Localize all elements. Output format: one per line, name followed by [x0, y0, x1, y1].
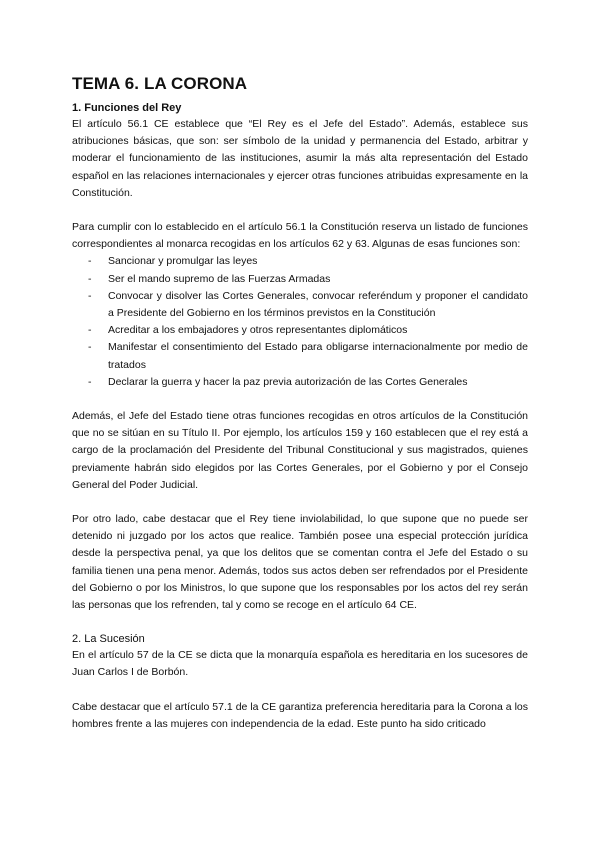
section-2-paragraph-2: Cabe destacar que el artículo 57.1 de la CE garantiza preferencia hereditaria para la Corona a los hombres frente a las mujeres con independencia de la edad. Este punto ha sido criticado: [72, 700, 528, 730]
section-1-paragraph-3: Además, el Jefe del Estado tiene otras funciones recogidas en otros artículos de la Constitución que no se sitúan en su Título II. Por ejemplo, los artículos 159 y 160 establecen que el rey está a cargo de la proclamación del Presidente del Tribunal Constitucional y sus magistrados, quienes previamente habrán sido elegidos por las Cortes Generales, por el Gobierno y por el Consejo General del Poder Judicial.: [72, 410, 528, 491]
dash-bullet: -: [88, 255, 92, 268]
functions-list: [72, 253, 528, 391]
section-2-heading: 2. La Sucesión: [72, 633, 145, 646]
list-item: [72, 339, 528, 373]
list-item-text: Convocar y disolver las Cortes Generales, convocar referéndum y proponer el candidato a Presidente del Gobierno en los términos previstos en la Constitución: [108, 289, 528, 320]
list-item-text: Acreditar a los embajadores y otros representantes diplomáticos: [108, 324, 408, 337]
dash-bullet: -: [88, 341, 92, 354]
list-item-text: Manifestar el consentimiento del Estado para obligarse internacionalmente por medio de tratados: [108, 341, 528, 371]
spacer: [72, 682, 528, 699]
spacer: [72, 202, 528, 219]
spacer: [72, 494, 528, 511]
dash-bullet: -: [88, 375, 92, 388]
list-item-text: Declarar la guerra y hacer la paz previa autorización de las Cortes Generales: [108, 375, 468, 388]
section-2-paragraph-1: En el artículo 57 de la CE se dicta que la monarquía española es hereditaria en los sucesores de Juan Carlos I de Borbón.: [72, 649, 528, 679]
dash-bullet: -: [88, 272, 92, 285]
list-item: [72, 322, 528, 339]
list-item: [72, 374, 528, 391]
list-item-text: Sancionar y promulgar las leyes: [108, 255, 258, 268]
list-item-text: Ser el mando supremo de las Fuerzas Armadas: [108, 272, 331, 285]
list-item: [72, 271, 528, 288]
section-1-paragraph-4: Por otro lado, cabe destacar que el Rey tiene inviolabilidad, lo que supone que no puede ser detenido ni juzgado por los actos que realice. También posee una especial protección jurídica desde la perspectiva penal, ya que los delitos que se comentan contra el Jefe del Estado o su familia tienen una pena menor. Además, todos sus actos deben ser refrendados por el Presidente del Gobierno o por los Ministros, lo que supone que los responsables por los actos del rey serán las personas que los refrenden, tal y como se recoge en el artículo 64 CE.: [72, 513, 528, 612]
list-item: [72, 288, 528, 322]
document-page: [72, 74, 528, 733]
section-1-paragraph-2: Para cumplir con lo establecido en el artículo 56.1 la Constitución reserva un listado de funciones correspondientes al monarca recogidas en los artículos 62 y 63. Algunas de esas funciones son:: [72, 221, 528, 251]
dash-bullet: -: [88, 324, 92, 337]
section-1-paragraph-1: El artículo 56.1 CE establece que “El Rey es el Jefe del Estado”. Además, establece sus atribuciones básicas, que son: ser símbolo de la unidad y permanencia del Estado, arbitrar y moderar el funcionamiento de las instituciones, asumir la más alta representación del Estado español en las relaciones internacionales y ejercer otras funciones atribuidas expresamente en la Constitución.: [72, 118, 528, 199]
spacer: [72, 391, 528, 408]
spacer: [72, 614, 528, 631]
document-title: TEMA 6. LA CORONA: [72, 74, 248, 93]
section-1-heading: 1. Funciones del Rey: [72, 102, 182, 114]
list-item: [72, 253, 528, 270]
dash-bullet: -: [88, 289, 92, 302]
